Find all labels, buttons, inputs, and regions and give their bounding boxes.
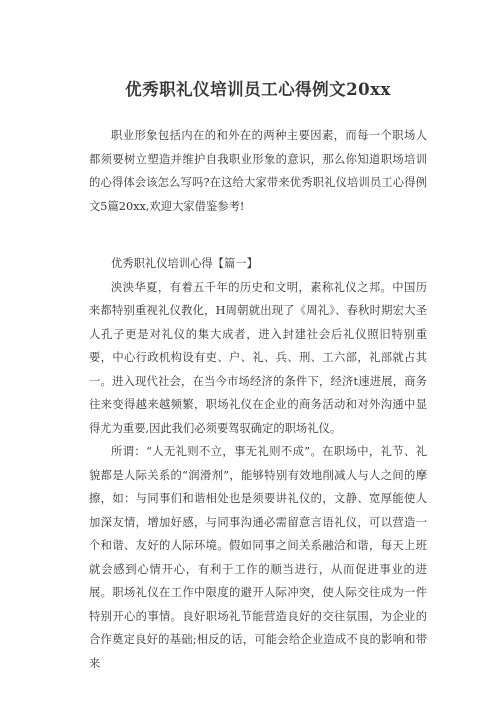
body-paragraph-2: 所谓：“人无礼则不立，事无礼则不成”。在职场中，礼节、礼貌都是人际关系的“润滑剂”，能够特别有效地削减人与人之间的摩擦，如：与同事们和谐相处也是须要讲礼仪的，文静、宽厚能使人加深友情，增加好感，与同事沟通必需留意言语礼仪，可以营造一个和谐、友好的人际环境。假如同事之间关系融洽和谐，每天上班就会感到心情开心，有利于工作的顺当进行，从而促进事业的进展。职场礼仪在工作中限度的避开人际冲突，使人际交往成为一件特别开心的事情。良好职场礼节能营造良好的交往氛围，为企业的合作奠定良好的基础;相反的话，可能会给企业造成不良的影响和带来 [89,445,427,670]
body-paragraph-1: 泱泱华夏，有着五千年的历史和文明，素称礼仪之邦。中国历来都特别重视礼仪教化，H周朝就出现了《周礼》、春秋时期宏大圣人孔子更是对礼仪的集大成者，进入封建社会后礼仪照旧特别重要，中心行政机构设有吏、户、礼、兵、刑、工六部，礼部就占其一。进入现代社会，在当今市场经济的条件下，经济t速进展，商务往来变得越来越频繁，职场礼仪在企业的商务活动和对外沟通中显得尤为重要,因此我们必须要驾驭确定的职场礼仪。 [89,280,427,435]
intro-paragraph: 职业形象包括内在的和外在的两种主要因素，而每一个职场人都须要树立塑造并维护自我职业形象的意识，那么你知道职场培训的心得体会该怎么写吗?在这给大家带来优秀职礼仪培训员工心得例文5篇20xx,欢迎大家借鉴参考! [89,129,427,213]
section-heading: 优秀职礼仪培训心得【篇一】 [111,257,258,270]
page-title: 优秀职礼仪培训员工心得例文20xx [125,80,391,99]
